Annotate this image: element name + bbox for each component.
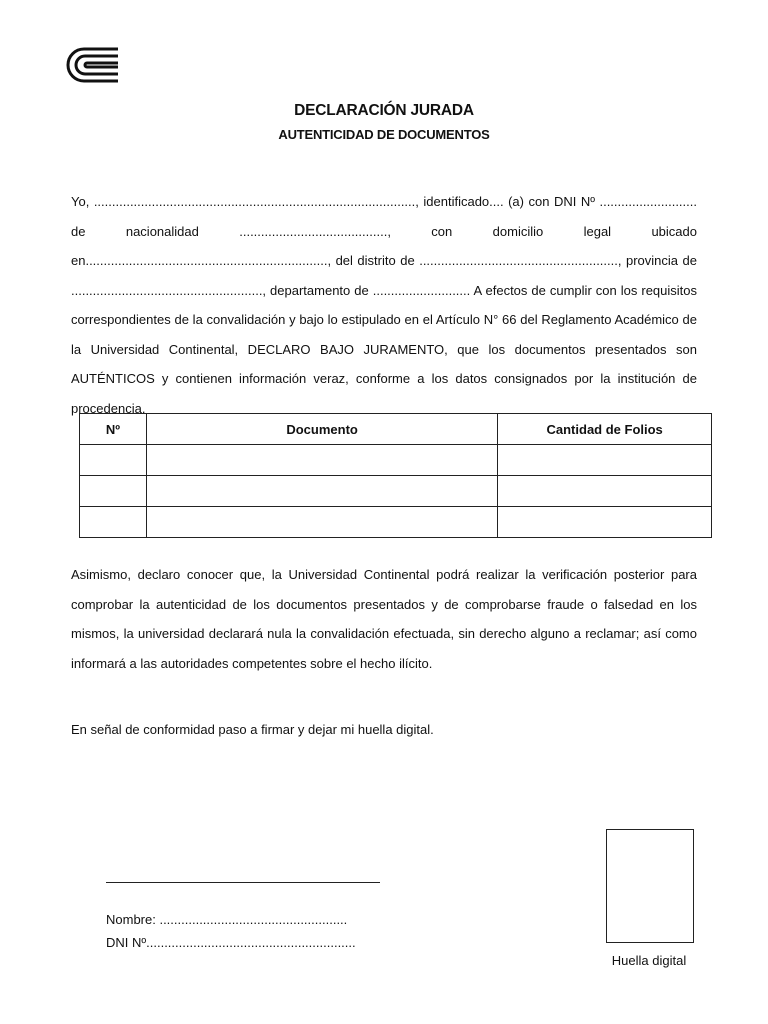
table-cell[interactable] — [80, 445, 147, 476]
dni-field-label: DNI Nº.......................................................... — [106, 935, 356, 950]
table-cell[interactable] — [146, 507, 497, 538]
signature-line[interactable] — [106, 882, 380, 883]
table-cell[interactable] — [80, 507, 147, 538]
column-header-folios: Cantidad de Folios — [498, 414, 712, 445]
declaration-paragraph: Yo, ........................................................................................., identificado.... (a) con DNI Nº ........................... de nacionalidad ........................................., con domicilio legal ubicado en..................................................................., del distrito de ......................................................., provincia de ....................................................., departamento de ........................... A efectos de cumplir con los requisitos correspondientes de la convalidación y bajo lo estipulado en el Artículo N° 66 del Reglamento Académico de la Universidad Continental, DECLARO BAJO JURAMENTO, que los documentos presentados son AUTÉNTICOS y contienen información veraz, conforme a los datos consignados por la institución de procedencia. — [71, 194, 697, 416]
verification-paragraph: Asimismo, declaro conocer que, la Universidad Continental podrá realizar la verificación posterior para comprobar la autenticidad de los documentos presentados y de comprobarse fraude o falsedad en los mismos, la universidad declarará nula la convalidación efectuada, sin derecho alguno a reclamar; así como informará a las autoridades competentes sobre el hecho ilícito. — [71, 567, 697, 671]
fingerprint-box[interactable] — [606, 829, 694, 943]
table-header-row — [80, 414, 712, 445]
column-header-document: Documento — [146, 414, 497, 445]
table-row — [80, 476, 712, 507]
column-header-number: Nº — [80, 414, 147, 445]
name-field-label: Nombre: .................................................... — [106, 912, 348, 927]
document-title: DECLARACIÓN JURADA — [294, 102, 474, 119]
table-cell[interactable] — [146, 476, 497, 507]
table-cell[interactable] — [498, 476, 712, 507]
table-row — [80, 445, 712, 476]
fingerprint-label: Huella digital — [611, 953, 687, 968]
table-cell[interactable] — [146, 445, 497, 476]
document-subtitle: AUTENTICIDAD DE DOCUMENTOS — [278, 127, 490, 142]
documents-table — [79, 413, 712, 538]
table-cell[interactable] — [80, 476, 147, 507]
conformity-paragraph: En señal de conformidad paso a firmar y dejar mi huella digital. — [71, 722, 434, 737]
table-row — [80, 507, 712, 538]
university-logo — [66, 46, 120, 84]
table-cell[interactable] — [498, 445, 712, 476]
table-cell[interactable] — [498, 507, 712, 538]
